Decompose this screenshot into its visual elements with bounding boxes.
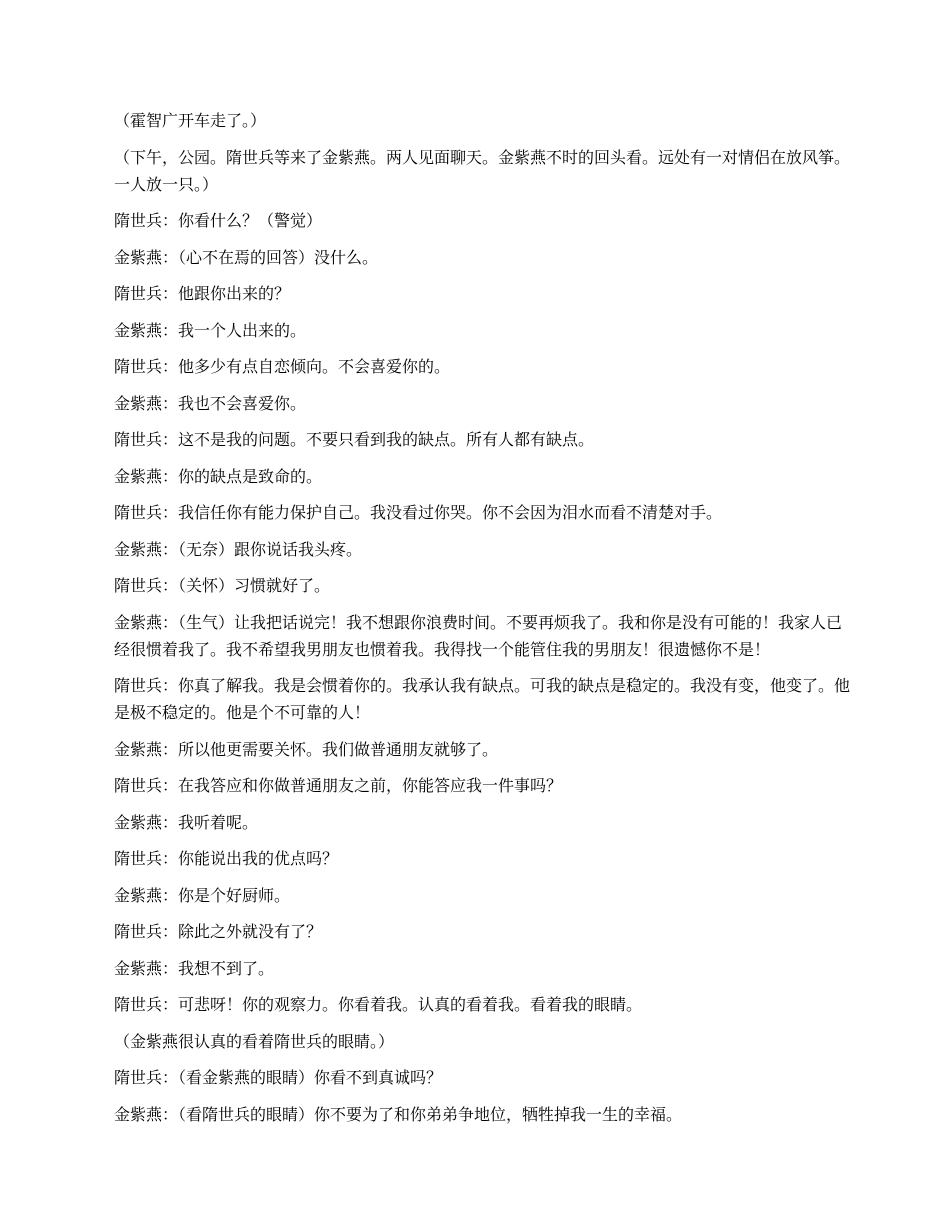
dialogue-line: 隋世兵：我信任你有能力保护自己。我没看过你哭。你不会因为泪水而看不清楚对手。 — [114, 503, 723, 522]
dialogue-line: 金紫燕：（心不在焉的回答）没什么。 — [114, 247, 379, 267]
dialogue-line: 金紫燕：我一个人出来的。 — [114, 320, 307, 340]
dialogue-line: 隋世兵：你能说出我的优点吗？ — [114, 849, 339, 868]
dialogue-line: 金紫燕：所以他更需要关怀。我们做普通朋友就够了。 — [114, 739, 499, 759]
dialogue-line: 金紫燕：我也不会喜爱你。 — [114, 393, 307, 413]
dialogue-line: 金紫燕：你是个好厨师。 — [114, 885, 291, 905]
dialogue-line: 金紫燕：你的缺点是致命的。 — [114, 466, 323, 486]
dialogue-line: 隋世兵：（关怀）习惯就好了。 — [114, 576, 331, 595]
stage-direction: （霍智广开车走了。） — [114, 111, 267, 130]
dialogue-line: 隋世兵：你看什么？（警觉） — [114, 211, 323, 230]
dialogue-line: 隋世兵：在我答应和你做普通朋友之前，你能答应我一件事吗？ — [114, 776, 563, 795]
dialogue-line: 金紫燕：（无奈）跟你说话我头疼。 — [114, 539, 363, 559]
stage-direction: （金紫燕很认真的看着隋世兵的眼睛。） — [114, 1031, 395, 1051]
dialogue-line: 金紫燕：（生气）让我把话说完！我不想跟你浪费时间。不要再烦我了。我和你是没有可能的！我家人已经很惯着我了。我不希望我男朋友也惯着我。我得找一个能管住我的男朋友！很遗憾你不是！ — [114, 612, 843, 659]
dialogue-line: 隋世兵：你真了解我。我是会惯着你的。我承认我有缺点。可我的缺点是稳定的。我没有变，他变了。他是极不稳定的。他是个不可靠的人！ — [114, 676, 851, 722]
dialogue-line: 隋世兵：他多少有点自恋倾向。不会喜爱你的。 — [114, 357, 451, 376]
dialogue-line: 隋世兵：他跟你出来的？ — [114, 284, 291, 303]
dialogue-line: 隋世兵：（看金紫燕的眼睛）你看不到真诚吗？ — [114, 1068, 443, 1087]
dialogue-line: 隋世兵：除此之外就没有了？ — [114, 922, 323, 941]
dialogue-line: 金紫燕：我听着呢。 — [114, 812, 259, 832]
dialogue-line: 金紫燕：我想不到了。 — [114, 958, 275, 978]
stage-direction: （下午，公园。隋世兵等来了金紫燕。两人见面聊天。金紫燕不时的回头看。远处有一对情侣在放风筝。一人放一只。） — [114, 147, 851, 194]
dialogue-line: 金紫燕：（看隋世兵的眼睛）你不要为了和你弟弟争地位，牺牲掉我一生的幸福。 — [114, 1104, 683, 1124]
document-page — [114, 107, 850, 1137]
dialogue-line: 隋世兵：可悲呀！你的观察力。你看着我。认真的看着我。看着我的眼睛。 — [114, 995, 643, 1014]
dialogue-line: 隋世兵：这不是我的问题。不要只看到我的缺点。所有人都有缺点。 — [114, 430, 595, 449]
